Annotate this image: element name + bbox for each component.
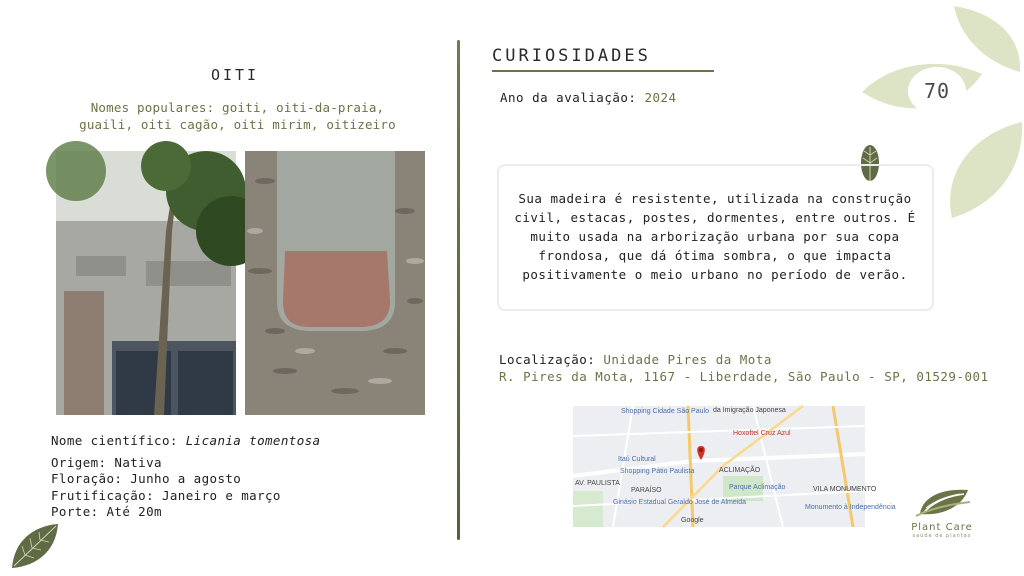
- map-label: AV. PAULISTA: [575, 480, 620, 487]
- location-value: Unidade Pires da Mota: [603, 352, 772, 367]
- tree-facts: [51, 433, 321, 521]
- plant-care-logo: [904, 486, 980, 539]
- map-label: Hoxoftel Cruz Azul: [733, 430, 791, 437]
- location-address: R. Pires da Mota, 1167 - Liberdade, São Paulo - SP, 01529-001: [499, 369, 989, 384]
- tree-trunk-photo: [245, 151, 425, 415]
- popular-names-label: Nomes populares:: [90, 100, 215, 115]
- tree-name-title: OITI: [210, 66, 260, 84]
- location-map[interactable]: [573, 406, 896, 527]
- plant-care-logo-icon: [912, 486, 972, 518]
- map-label: Monumento à Independência: [805, 504, 896, 511]
- map-label: Shopping Cidade São Paulo: [621, 408, 709, 415]
- section-title: CURIOSIDADES: [492, 46, 651, 66]
- fact-origin: Origem: Nativa: [51, 454, 162, 470]
- map-label: PARAÍSO: [631, 487, 662, 494]
- scientific-name-value: Licania tomentosa: [185, 433, 321, 448]
- tree-number-badge: 70: [908, 67, 966, 115]
- popular-names: [60, 99, 415, 133]
- section-underline: [492, 70, 714, 72]
- fact-fruiting: Frutificação: Janeiro e março: [51, 487, 281, 503]
- evaluation-year: [500, 90, 677, 105]
- tree-trunk-image: [245, 151, 425, 415]
- map-label: Shopping Pátio Paulista: [620, 468, 695, 475]
- map-label: Ginásio Estadual Geraldo José de Almeida: [613, 499, 747, 506]
- logo-name: Plant Care: [911, 522, 973, 533]
- map-label: Parque Aclimação: [729, 484, 786, 491]
- map-label: VILA MONUMENTO: [813, 486, 877, 493]
- fact-flowering: Floração: Junho a agosto: [51, 471, 242, 486]
- map-label: da Imigração Japonesa: [713, 407, 786, 414]
- map-label: ACLIMAÇÃO: [719, 467, 761, 474]
- fact-size: Porte: Até 20m: [51, 504, 162, 519]
- curiosity-text: Sua madeira é resistente, utilizada na construção civil, estacas, postes, dormentes, entre outros. É muito usada na arborização urbana por sua copa frondosa, que dá ótima sombra, o que impacta positivamente o meio urbano no período de verão.: [514, 191, 916, 282]
- evaluation-year-label: Ano da avaliação:: [500, 90, 637, 105]
- location-line: [499, 351, 989, 368]
- scientific-name-label: Nome científico:: [51, 433, 178, 448]
- tree-canopy-image: [56, 151, 236, 415]
- map-label: Itaú Cultural: [618, 456, 656, 463]
- logo-tagline: saúde de plantas: [912, 533, 972, 539]
- bottom-leaf-icon: [10, 522, 60, 570]
- tree-canopy-photo: [56, 151, 236, 415]
- scientific-name: [51, 433, 321, 450]
- popular-names-value: goiti, oiti-da-praia, guaili, oiti cagão, oiti mirim, oitizeiro: [79, 100, 396, 132]
- column-divider: [457, 40, 460, 540]
- map-label: Google: [681, 517, 704, 524]
- location-label: Localização:: [499, 352, 596, 367]
- evaluation-year-value: 2024: [644, 90, 677, 105]
- location-block: [499, 351, 989, 385]
